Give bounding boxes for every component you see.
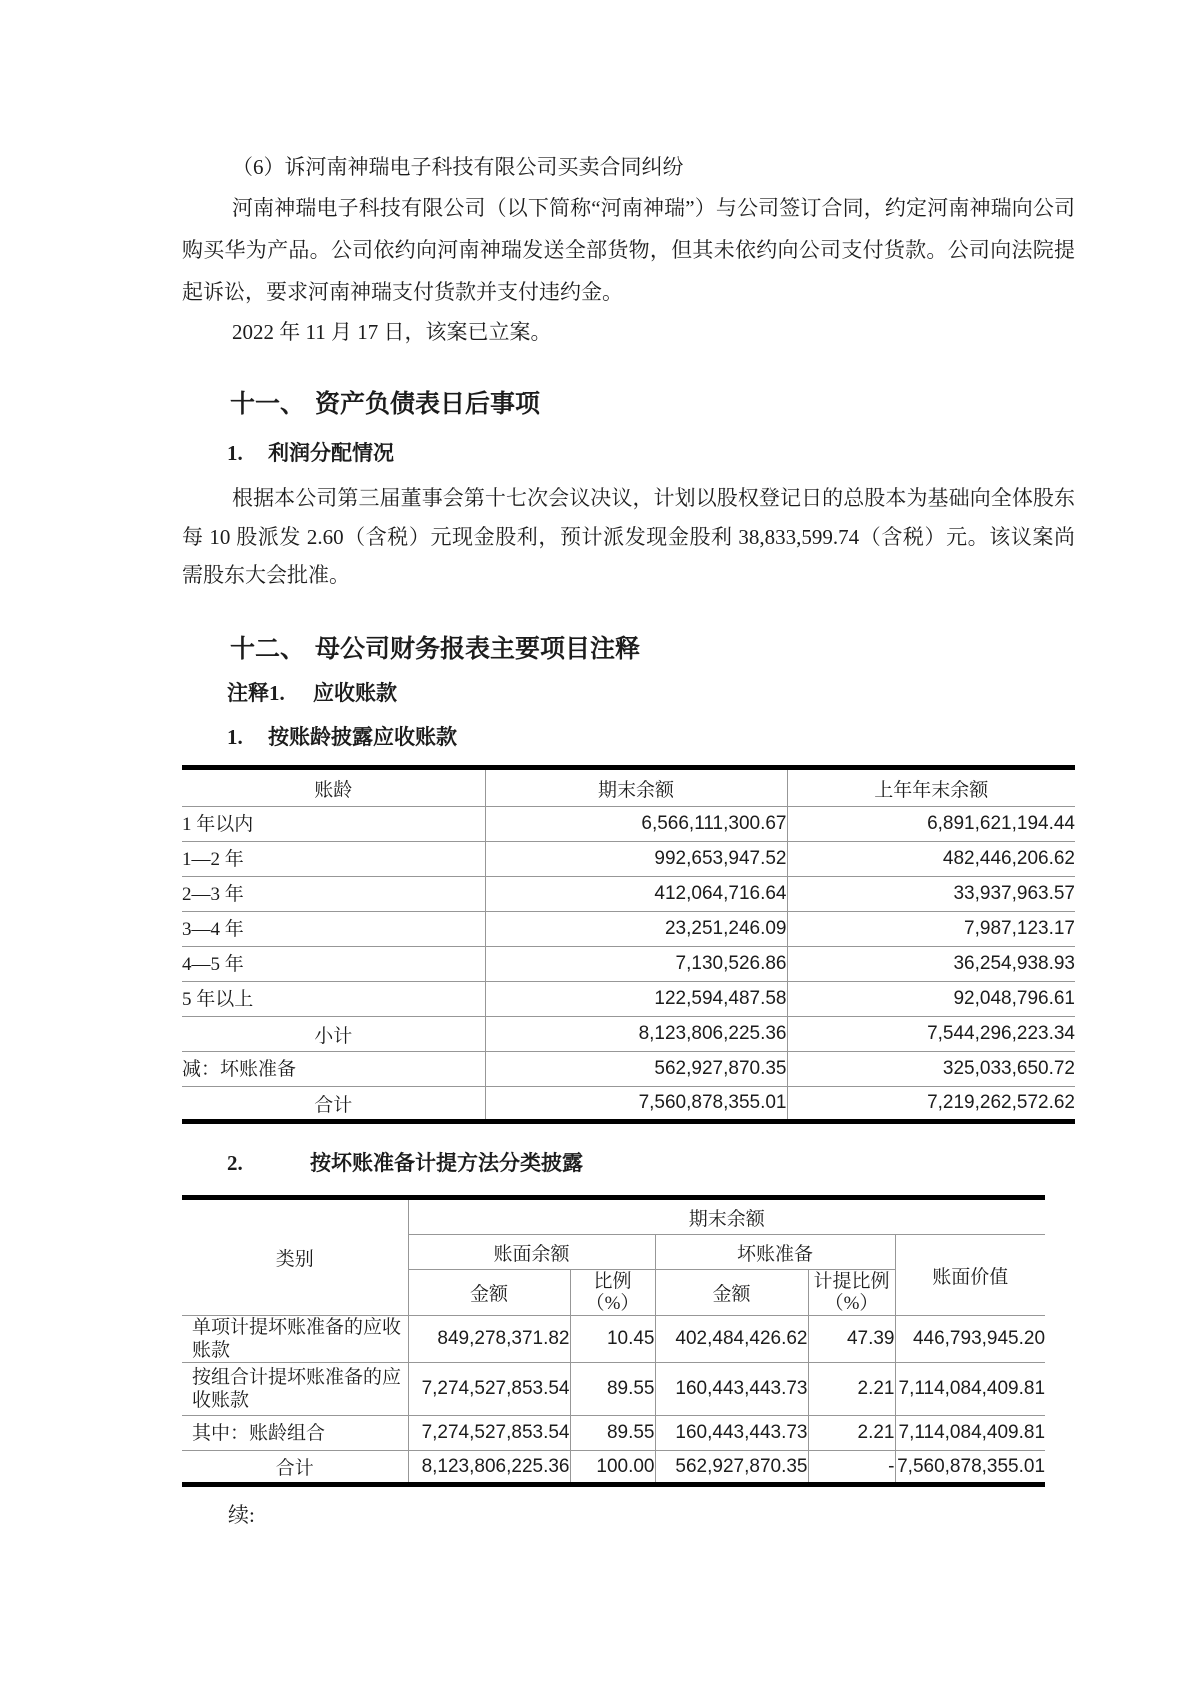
method-header-provision-line-1: 计提比例	[813, 1270, 890, 1292]
aging-label: 3—4 年	[182, 912, 485, 947]
method-ratio-2: -	[808, 1451, 895, 1485]
method-total-row	[182, 1451, 1045, 1485]
item-2-heading	[227, 1148, 583, 1178]
aging-label: 2—3 年	[182, 877, 485, 912]
method-row	[182, 1316, 1045, 1363]
aging-row	[182, 842, 1075, 877]
aging-prior: 92,048,796.61	[787, 982, 1075, 1017]
section-11-number: 十一、	[230, 391, 306, 418]
aging-prior: 325,033,650.72	[787, 1052, 1075, 1087]
item-2-title: 按坏账准备计提方法分类披露	[310, 1151, 583, 1175]
aging-row	[182, 1052, 1075, 1087]
method-amount-1: 7,274,527,853.54	[408, 1416, 570, 1451]
aging-label: 5 年以上	[182, 982, 485, 1017]
aging-label: 合计	[182, 1087, 485, 1122]
section-11-title: 资产负债表日后事项	[315, 391, 541, 418]
method-table	[182, 1195, 1045, 1487]
aging-label: 1 年以内	[182, 807, 485, 842]
aging-current: 992,653,947.52	[485, 842, 787, 877]
section-11-sub-heading	[227, 438, 394, 468]
item-1-title: 按账龄披露应收账款	[268, 725, 457, 749]
method-header-period-end: 期末余额	[408, 1198, 1045, 1235]
aging-table	[182, 765, 1075, 1124]
method-amount-1: 7,274,527,853.54	[408, 1363, 570, 1416]
profit-line-1: 根据本公司第三届董事会第十七次会议决议，计划以股权登记日的总股本为基础向全体股东	[232, 486, 1075, 510]
section-12-number: 十二、	[230, 636, 306, 663]
item-1-heading	[227, 722, 457, 752]
aging-header-current: 期末余额	[485, 768, 787, 807]
note-1-heading	[227, 678, 397, 708]
item-2-number: 2.	[227, 1151, 243, 1175]
aging-prior: 7,544,296,223.34	[787, 1017, 1075, 1052]
method-ratio-1: 100.00	[570, 1451, 655, 1485]
aging-label: 减：坏账准备	[182, 1052, 485, 1087]
method-label: 其中：账龄组合	[182, 1416, 408, 1451]
method-header-ratio	[570, 1270, 655, 1316]
aging-prior: 6,891,621,194.44	[787, 807, 1075, 842]
aging-row	[182, 982, 1075, 1017]
section-11-heading	[230, 387, 540, 423]
method-header-ratio-line-1: 比例	[593, 1270, 632, 1292]
method-book-value: 7,114,084,409.81	[895, 1363, 1045, 1416]
method-header-provision-ratio	[808, 1270, 895, 1316]
method-amount-2: 160,443,443.73	[655, 1416, 808, 1451]
method-header-book-value: 账面价值	[895, 1235, 1045, 1316]
continuation-label: 续:	[228, 1503, 255, 1527]
method-row	[182, 1416, 1045, 1451]
aging-row	[182, 912, 1075, 947]
aging-current: 412,064,716.64	[485, 877, 787, 912]
aging-label: 4—5 年	[182, 947, 485, 982]
method-amount-1: 8,123,806,225.36	[408, 1451, 570, 1485]
method-header-bad-debt: 坏账准备	[655, 1235, 895, 1270]
aging-prior: 7,987,123.17	[787, 912, 1075, 947]
case-title: （6）诉河南神瑞电子科技有限公司买卖合同纠纷	[232, 155, 684, 179]
method-book-value: 7,114,084,409.81	[895, 1416, 1045, 1451]
method-ratio-2: 2.21	[808, 1363, 895, 1416]
method-amount-2: 160,443,443.73	[655, 1363, 808, 1416]
method-ratio-1: 89.55	[570, 1416, 655, 1451]
note-1-title: 应收账款	[313, 681, 397, 705]
aging-prior: 36,254,938.93	[787, 947, 1075, 982]
aging-current: 6,566,111,300.67	[485, 807, 787, 842]
method-ratio-1: 89.55	[570, 1363, 655, 1416]
method-amount-1: 849,278,371.82	[408, 1316, 570, 1363]
aging-row	[182, 947, 1075, 982]
section-11-sub-title: 利润分配情况	[268, 441, 394, 465]
case-body-line-2: 购买华为产品。公司依约向河南神瑞发送全部货物，但其未依约向公司支付货款。公司向法院提	[182, 238, 1075, 262]
aging-prior: 33,937,963.57	[787, 877, 1075, 912]
method-ratio-2: 47.39	[808, 1316, 895, 1363]
method-book-value: 7,560,878,355.01	[895, 1451, 1045, 1485]
item-1-number: 1.	[227, 725, 243, 749]
aging-current: 7,130,526.86	[485, 947, 787, 982]
aging-subtotal-row	[182, 1017, 1075, 1052]
method-header-book-balance: 账面余额	[408, 1235, 655, 1270]
method-header-category: 类别	[182, 1198, 408, 1316]
profit-line-3: 需股东大会批准。	[182, 563, 350, 587]
method-header-amount-1: 金额	[408, 1270, 570, 1316]
method-label: 合计	[182, 1451, 408, 1485]
aging-label: 小计	[182, 1017, 485, 1052]
method-book-value: 446,793,945.20	[895, 1316, 1045, 1363]
case-date-line: 2022 年 11 月 17 日，该案已立案。	[232, 320, 552, 344]
aging-prior: 482,446,206.62	[787, 842, 1075, 877]
aging-prior: 7,219,262,572.62	[787, 1087, 1075, 1122]
method-ratio-2: 2.21	[808, 1416, 895, 1451]
aging-header-age: 账龄	[182, 768, 485, 807]
method-header-amount-2: 金额	[655, 1270, 808, 1316]
note-1-number: 注释1.	[227, 681, 285, 705]
method-header-provision-line-2: （%）	[824, 1292, 879, 1314]
aging-header-prior: 上年年末余额	[787, 768, 1075, 807]
method-header-ratio-line-2: （%）	[585, 1292, 640, 1314]
method-amount-2: 402,484,426.62	[655, 1316, 808, 1363]
method-amount-2: 562,927,870.35	[655, 1451, 808, 1485]
aging-current: 122,594,487.58	[485, 982, 787, 1017]
aging-current: 23,251,246.09	[485, 912, 787, 947]
method-label: 按组合计提坏账准备的应收账款	[182, 1363, 408, 1416]
aging-header-row	[182, 768, 1075, 807]
method-header-row-1	[182, 1198, 1045, 1235]
aging-row	[182, 807, 1075, 842]
aging-current: 8,123,806,225.36	[485, 1017, 787, 1052]
aging-label: 1—2 年	[182, 842, 485, 877]
method-row	[182, 1363, 1045, 1416]
method-label: 单项计提坏账准备的应收账款	[182, 1316, 408, 1363]
profit-line-2: 每 10 股派发 2.60（含税）元现金股利，预计派发现金股利 38,833,599.74（含税）元。该议案尚	[182, 525, 1075, 549]
aging-current: 562,927,870.35	[485, 1052, 787, 1087]
method-ratio-1: 10.45	[570, 1316, 655, 1363]
aging-row	[182, 877, 1075, 912]
section-12-title: 母公司财务报表主要项目注释	[315, 636, 641, 663]
section-12-heading	[230, 632, 640, 668]
section-11-sub-number: 1.	[227, 441, 243, 465]
aging-total-row	[182, 1087, 1075, 1122]
case-body-line-1: 河南神瑞电子科技有限公司（以下简称“河南神瑞”）与公司签订合同，约定河南神瑞向公司	[232, 196, 1075, 220]
aging-current: 7,560,878,355.01	[485, 1087, 787, 1122]
case-body-line-3: 起诉讼，要求河南神瑞支付货款并支付违约金。	[182, 280, 623, 304]
